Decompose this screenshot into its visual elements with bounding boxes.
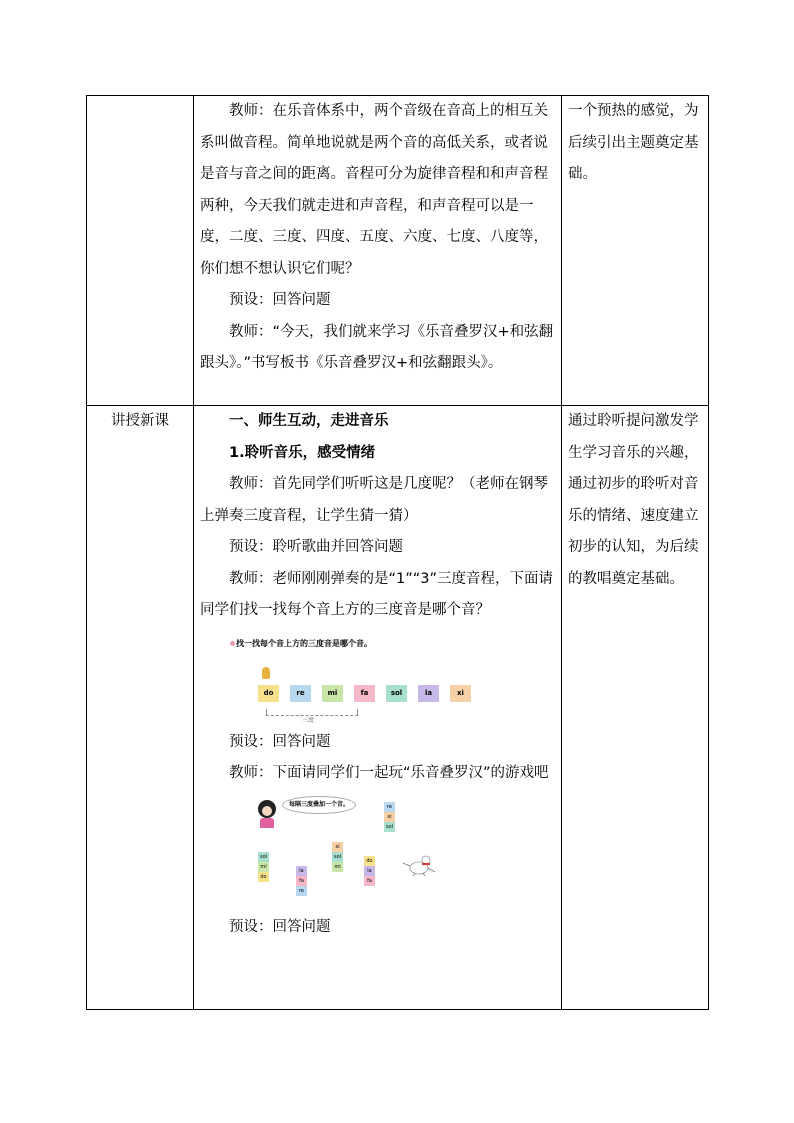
design-intent: 一个预热的感觉，为后续引出主题奠定基础。 xyxy=(568,103,699,182)
intent-cell xyxy=(562,406,709,1010)
stack-block: xi xyxy=(384,812,395,822)
stack-block: sol xyxy=(333,853,342,860)
table-row xyxy=(87,406,709,1010)
interval-brace xyxy=(266,709,358,716)
paragraph: 预设：回答问题 xyxy=(229,292,331,308)
note-block-xi: xi xyxy=(450,685,471,702)
stack-block: la xyxy=(296,866,307,876)
section-heading: 一、师生互动，走进音乐 xyxy=(229,413,389,429)
stack-block: do xyxy=(364,856,375,866)
stage-cell xyxy=(87,406,194,1010)
bird-icon xyxy=(262,667,270,679)
stack-block: sol xyxy=(259,853,268,860)
stack-block: sol xyxy=(385,823,394,830)
stack-block: re xyxy=(296,886,307,896)
content-cell xyxy=(194,96,562,406)
stage-label: 讲授新课 xyxy=(111,413,169,429)
stack-block: do xyxy=(258,872,269,882)
stack-block: mi xyxy=(332,862,343,872)
paragraph: 预设：回答问题 xyxy=(229,918,331,935)
design-intent: 通过聆听提问激发学生学习音乐的兴趣，通过初步的聆听对音乐的情绪、速度建立初步的认知，为后续的教唱奠定基础。 xyxy=(568,413,699,587)
stack-block: fa xyxy=(364,876,375,886)
paragraph: 教师：老师刚刚弹奏的是“1”“3”三度音程，下面请同学们找一找每个音上方的三度音是哪个音？ xyxy=(200,570,553,618)
stack-block: xi xyxy=(332,842,343,852)
note-block-mi: mi xyxy=(322,685,343,702)
paragraph: 教师：下面请同学们一起玩“乐音叠罗汉”的游戏吧 xyxy=(229,765,549,781)
paragraph: 预设：回答问题 xyxy=(229,733,331,750)
paragraph: 预设：聆听歌曲并回答问题 xyxy=(229,539,403,555)
paragraph: 教师：在乐音体系中，两个音级在音高上的相互关系叫做音程。简单地说就是两个音的高低关系，或者说是音与音之间的距离。音程可分为旋律音程和和声音程两种，今天我们就走进和声音程，和声音程可以是一度，二度、三度、四度、五度、六度、七度、八度等，你们想不想认识它们呢？ xyxy=(200,103,548,277)
brace-label: 三度 xyxy=(302,716,315,724)
figure-caption: 找一找每个音上方的三度音是哪个音。 xyxy=(236,638,372,648)
girl-face-icon xyxy=(262,806,272,816)
speech-bubble: 每隔三度叠加一个音。 xyxy=(282,796,356,814)
table-row xyxy=(87,96,709,406)
stack-block: la xyxy=(364,866,375,876)
stack-block: mi xyxy=(258,862,269,872)
stacking-game-figure xyxy=(248,794,508,912)
intent-cell xyxy=(562,96,709,406)
stack-block: re xyxy=(384,802,395,812)
snowman-icon xyxy=(402,854,436,876)
note-block-la: la xyxy=(418,685,439,702)
girl-dress-icon xyxy=(260,818,274,828)
note-block-re: re xyxy=(290,685,311,702)
stage-cell xyxy=(87,96,194,406)
content-cell xyxy=(194,406,562,1010)
subsection-heading: 1.聆听音乐，感受情绪 xyxy=(229,444,376,461)
note-block-do: do xyxy=(258,685,279,702)
lesson-plan-table xyxy=(86,95,709,1010)
paragraph: 教师：“今天，我们就来学习《乐音叠罗汉+和弦翻跟头》。”书写板书《乐音叠罗汉+和弦翻跟头》。 xyxy=(200,323,554,371)
note-block-sol: sol xyxy=(386,685,407,702)
paragraph: 教师：首先同学们听听这是几度呢？（老师在钢琴上弹奏三度音程，让学生猜一猜） xyxy=(200,476,548,524)
stack-block: fa xyxy=(296,876,307,886)
bullet-icon xyxy=(230,641,235,646)
note-block-fa: fa xyxy=(354,685,375,702)
third-interval-figure xyxy=(230,629,548,727)
